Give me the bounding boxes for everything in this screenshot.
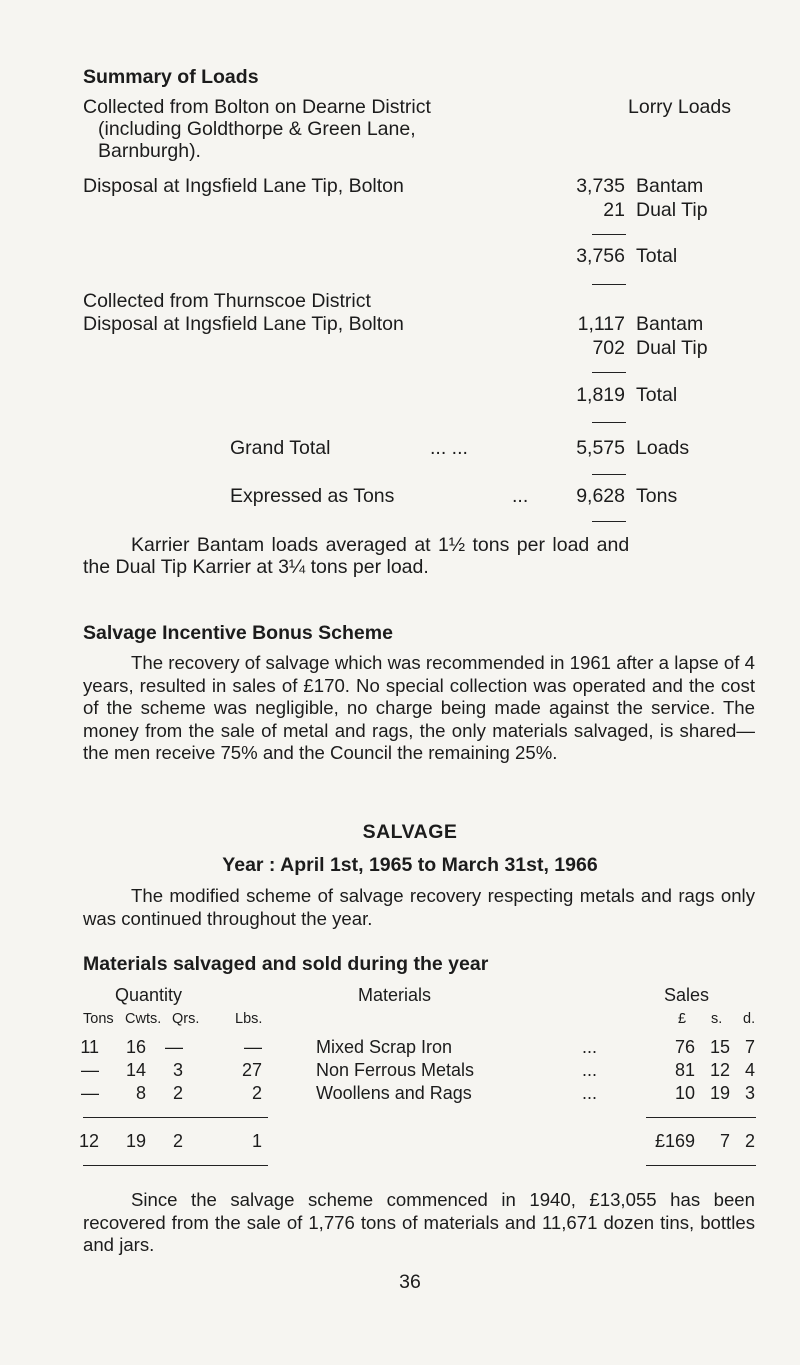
row-shillings: 15	[709, 1037, 730, 1057]
closing-text: Since the salvage scheme commenced in 1940, £13,055 has been recovered from the sale of 1,776 tons of materials and 11,671 dozen tins, bottles and jars.	[83, 1189, 755, 1256]
bolton-line-1: Collected from Bolton on Dearne District	[83, 96, 431, 118]
grand-total-dots: ... ...	[430, 437, 468, 459]
row-lbs: 2	[251, 1083, 262, 1103]
salvage-title: SALVAGE	[362, 821, 458, 843]
total-tons: 12	[78, 1131, 99, 1151]
row-cwts: 8	[135, 1083, 146, 1103]
sub-pounds: £	[678, 1011, 687, 1027]
thurnscoe-dual-label: Dual Tip	[636, 337, 708, 359]
section-heading-bonus: Salvage Incentive Bonus Scheme	[83, 622, 393, 644]
thurnscoe-dual-value: 702	[592, 337, 625, 359]
subtotal-rule	[592, 372, 626, 373]
salvage-intro: The modified scheme of salvage recovery respecting metals and rags only was continued throughout the year.	[83, 885, 755, 929]
sub-cwts: Cwts.	[125, 1011, 162, 1027]
bolton-bantam-label: Bantam	[636, 175, 704, 197]
materials-table-heading: Materials salvaged and sold during the year	[83, 953, 489, 975]
total-shillings: 7	[719, 1131, 730, 1151]
row-dots: ...	[582, 1083, 598, 1103]
row-material: Non Ferrous Metals	[316, 1060, 475, 1080]
row-material: Woollens and Rags	[316, 1083, 472, 1103]
salvage-year: Year : April 1st, 1965 to March 31st, 1966	[222, 854, 598, 876]
row-pounds: 76	[674, 1037, 695, 1057]
section-heading-summary: Summary of Loads	[83, 66, 259, 88]
grand-total-value: 5,575	[576, 437, 625, 459]
tons-label: Expressed as Tons	[230, 485, 395, 507]
total-rule	[592, 474, 626, 475]
bonus-paragraph	[83, 652, 755, 765]
bolton-disposal: Disposal at Ingsfield Lane Tip, Bolton	[83, 175, 404, 197]
total-rule	[592, 284, 626, 285]
bolton-total-value: 3,756	[576, 245, 625, 267]
thurnscoe-line-1: Collected from Thurnscoe District	[83, 290, 371, 312]
total-pence: 2	[744, 1131, 755, 1151]
row-dots: ...	[582, 1060, 598, 1080]
sub-tons: Tons	[83, 1011, 114, 1027]
bolton-line-2: (including Goldthorpe & Green Lane,	[98, 118, 416, 140]
row-tons: 11	[80, 1037, 99, 1057]
grand-total-label: Grand Total	[230, 437, 331, 459]
row-qrs: —	[165, 1037, 183, 1057]
page-number: 36	[399, 1271, 421, 1293]
quantity-double-rule	[83, 1165, 268, 1166]
row-pounds: 81	[674, 1060, 695, 1080]
row-lbs: —	[244, 1037, 262, 1057]
total-rule	[592, 521, 626, 522]
sub-qrs: Qrs.	[172, 1011, 200, 1027]
total-cwts: 19	[125, 1131, 146, 1151]
quantity-total-rule	[83, 1117, 268, 1118]
row-qrs: 2	[172, 1083, 183, 1103]
subtotal-rule	[592, 234, 626, 235]
sub-lbs: Lbs.	[235, 1011, 263, 1027]
sub-pence: d.	[743, 1011, 756, 1027]
thurnscoe-total-value: 1,819	[576, 384, 625, 406]
total-rule	[592, 422, 626, 423]
total-pounds: £169	[654, 1131, 695, 1151]
col-quantity: Quantity	[115, 985, 183, 1005]
row-shillings: 19	[709, 1083, 730, 1103]
sales-double-rule	[646, 1165, 756, 1166]
row-cwts: 14	[125, 1060, 146, 1080]
thurnscoe-bantam-value: 1,117	[577, 313, 625, 335]
row-pounds: 10	[674, 1083, 695, 1103]
tons-value: 9,628	[576, 485, 625, 507]
thurnscoe-total-label: Total	[636, 384, 678, 406]
row-dots: ...	[582, 1037, 598, 1057]
row-tons: —	[81, 1083, 99, 1103]
bolton-line-3: Barnburgh).	[98, 140, 201, 162]
row-cwts: 16	[125, 1037, 146, 1057]
row-pence: 3	[744, 1083, 755, 1103]
row-shillings: 12	[709, 1060, 730, 1080]
lorry-loads-header: Lorry Loads	[628, 96, 731, 118]
sub-shillings: s.	[711, 1011, 723, 1027]
thurnscoe-bantam-label: Bantam	[636, 313, 704, 335]
row-pence: 7	[744, 1037, 755, 1057]
total-lbs: 1	[251, 1131, 262, 1151]
row-lbs: 27	[241, 1060, 262, 1080]
tons-dots: ...	[512, 485, 529, 507]
row-qrs: 3	[172, 1060, 183, 1080]
tons-unit: Tons	[636, 485, 678, 507]
col-sales: Sales	[664, 985, 710, 1005]
salvage-intro-paragraph	[83, 885, 755, 930]
sales-total-rule	[646, 1117, 756, 1118]
karrier-note-line-2: the Dual Tip Karrier at 3¼ tons per load.	[83, 556, 429, 578]
closing-paragraph	[83, 1189, 755, 1257]
col-materials: Materials	[358, 985, 432, 1005]
thurnscoe-disposal: Disposal at Ingsfield Lane Tip, Bolton	[83, 313, 404, 335]
bolton-dual-label: Dual Tip	[636, 199, 708, 221]
grand-total-unit: Loads	[636, 437, 690, 459]
bolton-bantam-value: 3,735	[576, 175, 625, 197]
bolton-dual-value: 21	[603, 199, 625, 221]
karrier-note-line-1: Karrier Bantam loads averaged at 1½ tons per load and	[131, 534, 630, 556]
row-tons: —	[81, 1060, 99, 1080]
bolton-total-label: Total	[636, 245, 678, 267]
row-material: Mixed Scrap Iron	[316, 1037, 453, 1057]
bonus-text: The recovery of salvage which was recommended in 1961 after a lapse of 4 years, resulted in sales of £170. No special collection was operated and the cost of the scheme was negligible, no charge being made against the service. The money from the sale of metal and rags, the only materials salvaged, is shared—the men receive 75% and the Council the remaining 25%.	[83, 652, 755, 764]
row-pence: 4	[744, 1060, 755, 1080]
total-qrs: 2	[172, 1131, 183, 1151]
